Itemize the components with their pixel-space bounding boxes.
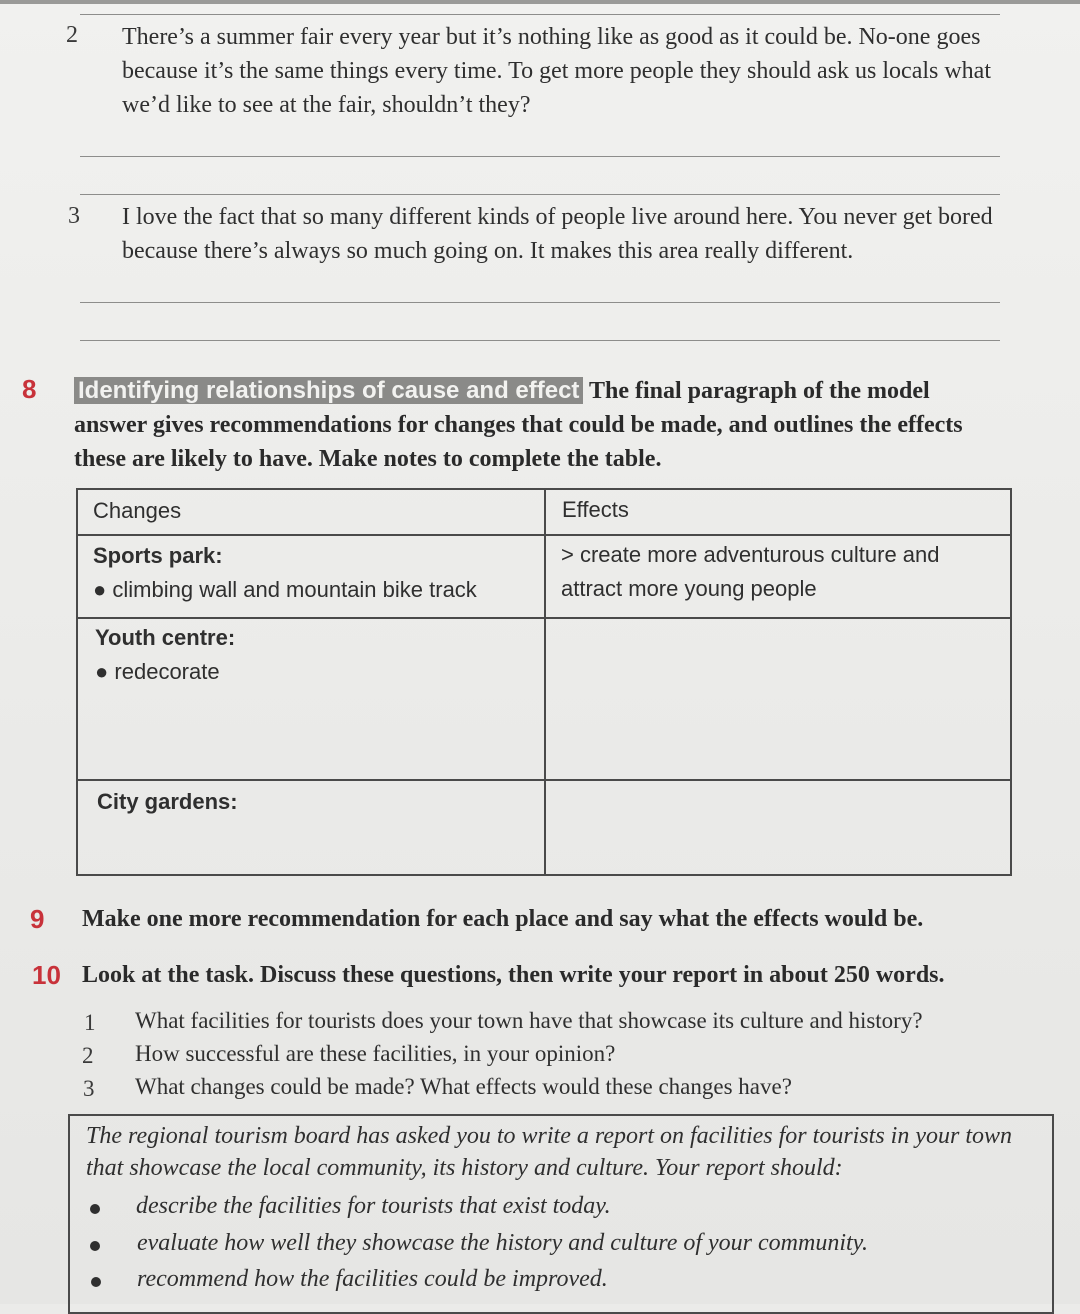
sub-question-text: What changes could be made? What effects would these changes have? xyxy=(135,1074,792,1099)
question-8-instruction: The final paragraph of the model answer gives recommendations for changes that could be made, and outlines the effects these are likely to have. Make notes to complete the table. xyxy=(74,378,963,472)
sub-question-number: 3 xyxy=(83,1076,95,1101)
sub-question-text: How successful are these facilities, in your opinion? xyxy=(135,1041,616,1066)
bullet-icon xyxy=(90,1241,100,1251)
item-number: 2 xyxy=(66,22,78,48)
item-text: There’s a summer fair every year but it’s nothing like as good as it could be. No-one goes because it’s the same things every time. To get more people they should ask us locals what we’d like to see at the fair, shouldn’t they? xyxy=(122,24,992,118)
table-cell-change xyxy=(95,621,535,689)
answer-line xyxy=(80,156,1000,157)
question-8-text xyxy=(74,374,1004,476)
sub-question-number: 1 xyxy=(84,1010,96,1035)
table-header-changes: Changes xyxy=(93,498,182,523)
change-bullet: ● redecorate xyxy=(95,659,220,684)
sub-question-text: What facilities for tourists does your town have that showcase its culture and history? xyxy=(135,1008,923,1033)
table-cell-change xyxy=(93,539,533,607)
table-row-divider xyxy=(76,617,1012,619)
table-column-divider xyxy=(544,488,546,876)
table-header-effects: Effects xyxy=(562,497,629,522)
sub-question-number: 2 xyxy=(82,1043,94,1068)
question-number: 10 xyxy=(32,960,61,990)
task-bullet: describe the facilities for tourists that exist today. xyxy=(136,1193,611,1219)
task-bullet: evaluate how well they showcase the history and culture of your community. xyxy=(137,1230,868,1256)
question-number: 9 xyxy=(30,904,45,934)
question-number: 8 xyxy=(22,374,37,404)
table-row-divider xyxy=(76,779,1012,781)
question-10-text: Look at the task. Discuss these questions, then write your report in about 250 words. xyxy=(82,962,945,988)
skill-label: Identifying relationships of cause and effect xyxy=(74,377,583,404)
effect-line: attract more young people xyxy=(561,576,817,601)
bullet-icon xyxy=(90,1204,100,1214)
bullet-icon: ● xyxy=(93,577,113,602)
change-title: Sports park: xyxy=(93,543,223,568)
task-bullet: recommend how the facilities could be improved. xyxy=(137,1266,608,1292)
change-bullet: ● climbing wall and mountain bike track xyxy=(93,577,477,602)
bullet-icon: ● xyxy=(95,659,115,684)
change-title: City gardens: xyxy=(97,789,238,814)
bullet-icon xyxy=(91,1277,101,1287)
answer-line xyxy=(80,194,1000,195)
change-title: Youth centre: xyxy=(95,625,236,650)
table-cell-change xyxy=(97,785,537,819)
item-text: I love the fact that so many different kinds of people live around here. You never get bored because there’s always so much going on. It makes this area really different. xyxy=(122,204,993,264)
top-edge-rule xyxy=(0,0,1080,4)
table-row-divider xyxy=(76,534,1012,536)
answer-line xyxy=(80,302,1000,303)
task-intro: The regional tourism board has asked you to write a report on facilities for tourists in your town that showcase the local community, its history and culture. Your report should: xyxy=(86,1123,1013,1181)
question-9-text: Make one more recommendation for each place and say what the effects would be. xyxy=(82,906,924,932)
effect-line: > create more adventurous culture and xyxy=(561,542,940,567)
table-cell-effect xyxy=(561,538,1001,606)
item-number: 3 xyxy=(68,203,80,229)
answer-line xyxy=(80,340,1000,341)
answer-line xyxy=(80,14,1000,15)
